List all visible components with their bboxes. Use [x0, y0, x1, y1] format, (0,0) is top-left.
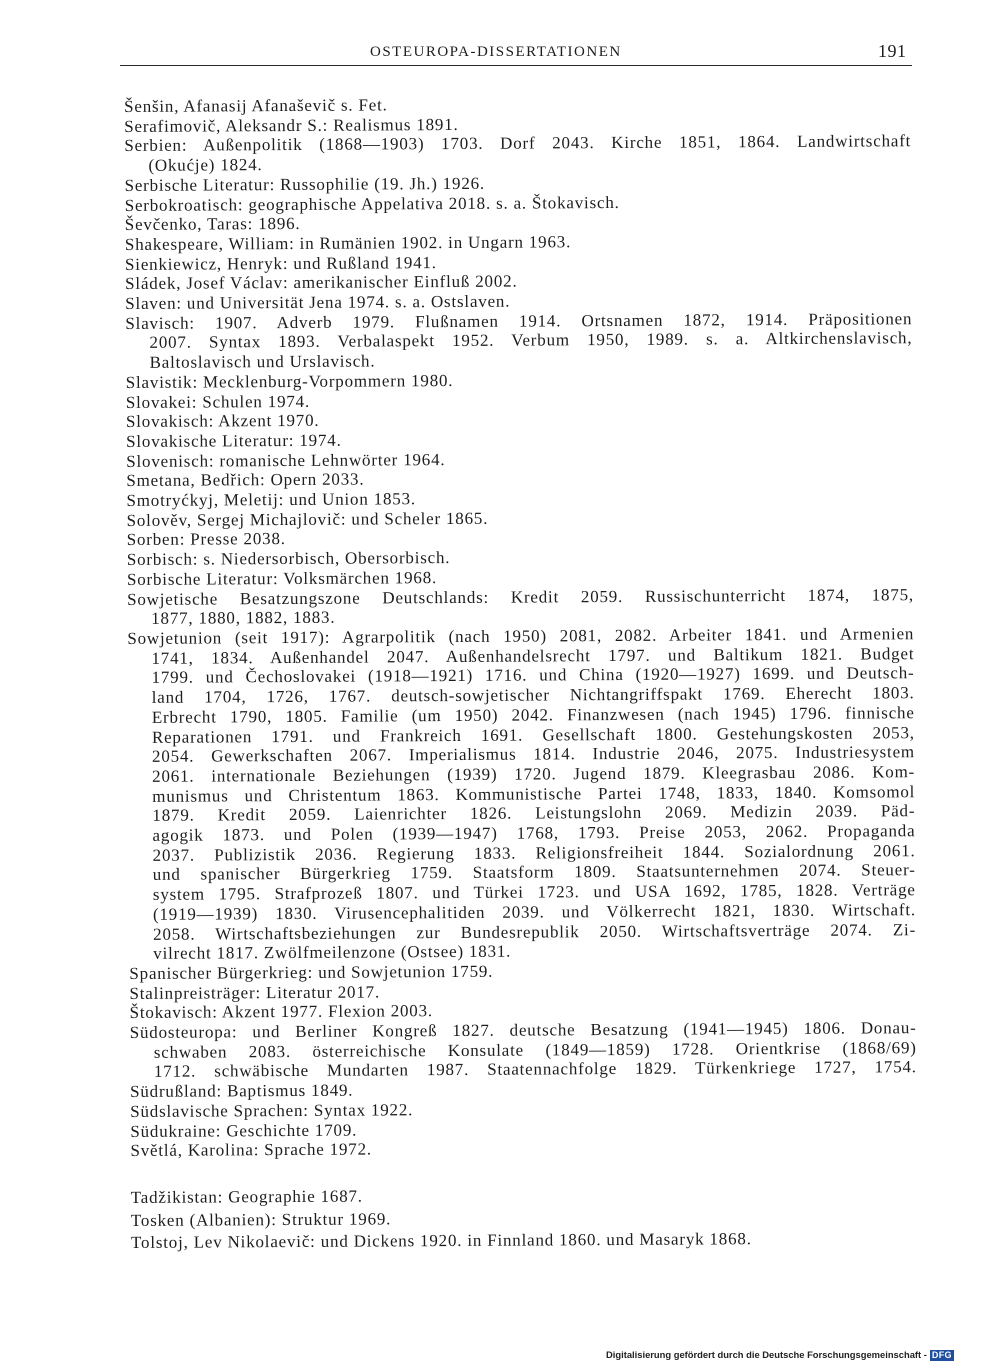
entry-line: Südukraine: Geschichte 1709.	[130, 1120, 358, 1141]
entry-line: Ševčenko, Taras: 1896.	[124, 214, 301, 235]
entry-line: Smotryćkyj, Meletij: und Union 1853.	[126, 489, 416, 511]
footer-credit-text: Digitalisierung gefördert durch die Deutsche Forschungsgemeinschaft -	[606, 1349, 927, 1360]
entry-line: Slavisch: 1907. Adverb 1979. Flußnamen 1914. Ortsnamen 1872, 1914. Präpositionen	[125, 308, 913, 333]
index-entry	[130, 1136, 918, 1161]
entry-line: Štokavisch: Akzent 1977. Flexion 2003.	[129, 1001, 433, 1023]
entry-line: und spanischer Bürgerkrieg 1759. Staatsform 1809. Staatsunternehmen 2074. Steuer-	[152, 860, 916, 885]
entry-line: Slovakische Literatur: 1974.	[126, 430, 342, 451]
entry-line: 1712. schwäbische Mundarten 1987. Staatennachfolge 1829. Türkenkriege 1727, 1754.	[153, 1057, 917, 1082]
index-entry	[127, 585, 915, 629]
index-block-s	[124, 92, 918, 1161]
entry-line: Tolstoj, Lev Nikolaevič: und Dickens 1920. in Finnland 1860. und Masaryk 1868.	[130, 1229, 752, 1252]
index-entry	[131, 1227, 919, 1254]
entry-line: (Okućje) 1824.	[148, 155, 263, 175]
entry-line: 1879. Kredit 2059. Laienrichter 1826. Leistungslohn 2069. Medizin 2039. Päd-	[152, 801, 916, 826]
entry-line: Sládek, Josef Václav: amerikanischer Einfluß 2002.	[125, 271, 518, 294]
entry-line: agogik 1873. und Polen (1939—1947) 1768, 1793. Preise 2053, 2062. Propaganda	[152, 821, 916, 845]
entry-line: Erbrecht 1790, 1805. Familie (um 1950) 2042. Finanzwesen (nach 1945) 1796. finnische	[151, 702, 915, 727]
footer-credit	[606, 1348, 954, 1361]
entry-line: 2058. Wirtschaftsbeziehungen zur Bundesrepublik 2050. Wirtschaftsverträge 2074. Zi-	[153, 919, 917, 944]
entry-line: Shakespeare, William: in Rumänien 1902. in Ungarn 1963.	[124, 232, 572, 254]
entry-line: Tosken (Albanien): Struktur 1969.	[130, 1208, 392, 1230]
entry-line: 2061. internationale Beziehungen (1939) 1720. Jugend 1879. Kleegrasbau 2086. Kom-	[152, 762, 916, 786]
entry-line: 1799. und Čechoslovakei (1918—1921) 1716. und China (1920—1927) 1699. und Deutsch-	[151, 663, 915, 688]
entry-line: Slovenisch: romanische Lehnwörter 1964.	[126, 449, 446, 471]
entry-line: Smetana, Bedřich: Opern 2033.	[126, 469, 365, 491]
entry-line: 1741, 1834. Außenhandel 2047. Außenhandelsrecht 1797. und Baltikum 1821. Budget	[151, 643, 915, 668]
index-entry	[127, 624, 917, 964]
entry-line: Sorbisch: s. Niedersorbisch, Obersorbisch.	[126, 548, 451, 570]
entry-line: Serbische Literatur: Russophilie (19. Jh.) 1926.	[124, 173, 485, 195]
entry-line: Sowjetunion (seit 1917): Agrarpolitik (nach 1950) 2081, 2082. Arbeiter 1841. und Armenien	[127, 624, 915, 648]
entry-line: Reparationen 1791. und Frankreich 1691. Gesellschaft 1800. Gestehungskosten 2053,	[151, 722, 915, 747]
entry-line: schwaben 2083. österreichische Konsulate (1849—1859) 1728. Orientkrise (1868/69)	[153, 1037, 917, 1062]
entry-line: Tadžikistan: Geographie 1687.	[130, 1186, 363, 1207]
entry-line: Sorbische Literatur: Volksmärchen 1968.	[126, 567, 438, 589]
entry-line: 2037. Publizistik 2036. Regierung 1833. Religionsfreiheit 1844. Sozialordnung 2061.	[152, 840, 916, 865]
page-number: 191	[878, 41, 907, 61]
entry-line: 2054. Gewerkschaften 2067. Imperialismus 1814. Industrie 2046, 2075. Industriesystem	[151, 742, 915, 767]
entry-line: Světlá, Karolina: Sprache 1972.	[130, 1139, 372, 1161]
entry-line: 2007. Syntax 1893. Verbalaspekt 1952. Verbum 1950, 1989. s. a. Altkirchenslavisch,	[149, 328, 913, 353]
entry-line: Šenšin, Afanasij Afanaševič s. Fet.	[124, 95, 388, 116]
entry-line: Südslavische Sprachen: Syntax 1922.	[130, 1100, 414, 1121]
index-block-t	[131, 1182, 919, 1254]
entry-line: land 1704, 1726, 1767. deutsch-sowjetischer Nichtangriffspakt 1769. Eherecht 1803.	[151, 683, 915, 707]
dfg-logo: DFG	[931, 1350, 952, 1360]
entry-line: Slovakei: Schulen 1974.	[125, 391, 311, 412]
entry-line: system 1795. Strafprozeß 1807. und Türkei 1723. und USA 1692, 1785, 1828. Verträge	[152, 880, 916, 904]
index-entry	[125, 309, 913, 373]
entry-line: Sienkiewicz, Henryk: und Rußland 1941.	[124, 252, 437, 274]
entry-line: Baltoslavisch und Urslavisch.	[149, 351, 376, 372]
entry-line: Spanischer Bürgerkrieg: und Sowjetunion 1759.	[129, 961, 494, 983]
entry-line: munismus und Christentum 1863. Kommunistische Partei 1748, 1833, 1840. Komsomol	[152, 781, 916, 806]
entry-line: Solověv, Sergej Michajlovič: und Scheler 1865.	[126, 508, 489, 530]
entry-line: 1877, 1880, 1882, 1883.	[151, 608, 336, 629]
running-title: OSTEUROPA-DISSERTATIONEN	[370, 44, 622, 60]
entry-line: (1919—1939) 1830. Virusencephalitiden 2039. und Völkerrecht 1821, 1830. Wirtschaft.	[152, 900, 916, 924]
entry-line: Stalinpreisträger: Literatur 2017.	[129, 982, 381, 1003]
entry-line: Slaven: und Universität Jena 1974. s. a. Ostslaven.	[125, 291, 511, 314]
entry-line: vilrecht 1817. Zwölfmeilenzone (Ostsee) 1831.	[153, 941, 512, 964]
entry-line: Südrußland: Baptismus 1849.	[130, 1080, 354, 1102]
index-entry	[124, 132, 912, 176]
entry-line: Slavistik: Mecklenburg-Vorpommern 1980.	[125, 370, 454, 392]
index-entry	[130, 1018, 918, 1082]
entry-line: Sowjetische Besatzungszone Deutschlands: Kredit 2059. Russischunterricht 1874, 1875,	[127, 584, 915, 609]
entry-line: Serbokroatisch: geographische Appelativa 2018. s. a. Štokavisch.	[124, 192, 620, 215]
entry-line: Serbien: Außenpolitik (1868—1903) 1703. Dorf 2043. Kirche 1851, 1864. Landwirtschaft	[124, 131, 912, 156]
entry-line: Serafimovič, Aleksandr S.: Realismus 1891.	[124, 114, 459, 136]
entry-line: Südosteuropa: und Berliner Kongreß 1827. deutsche Besatzung (1941—1945) 1806. Donau-	[129, 1018, 917, 1043]
entry-line: Sorben: Presse 2038.	[126, 529, 286, 550]
entry-line: Slovakisch: Akzent 1970.	[125, 411, 320, 432]
